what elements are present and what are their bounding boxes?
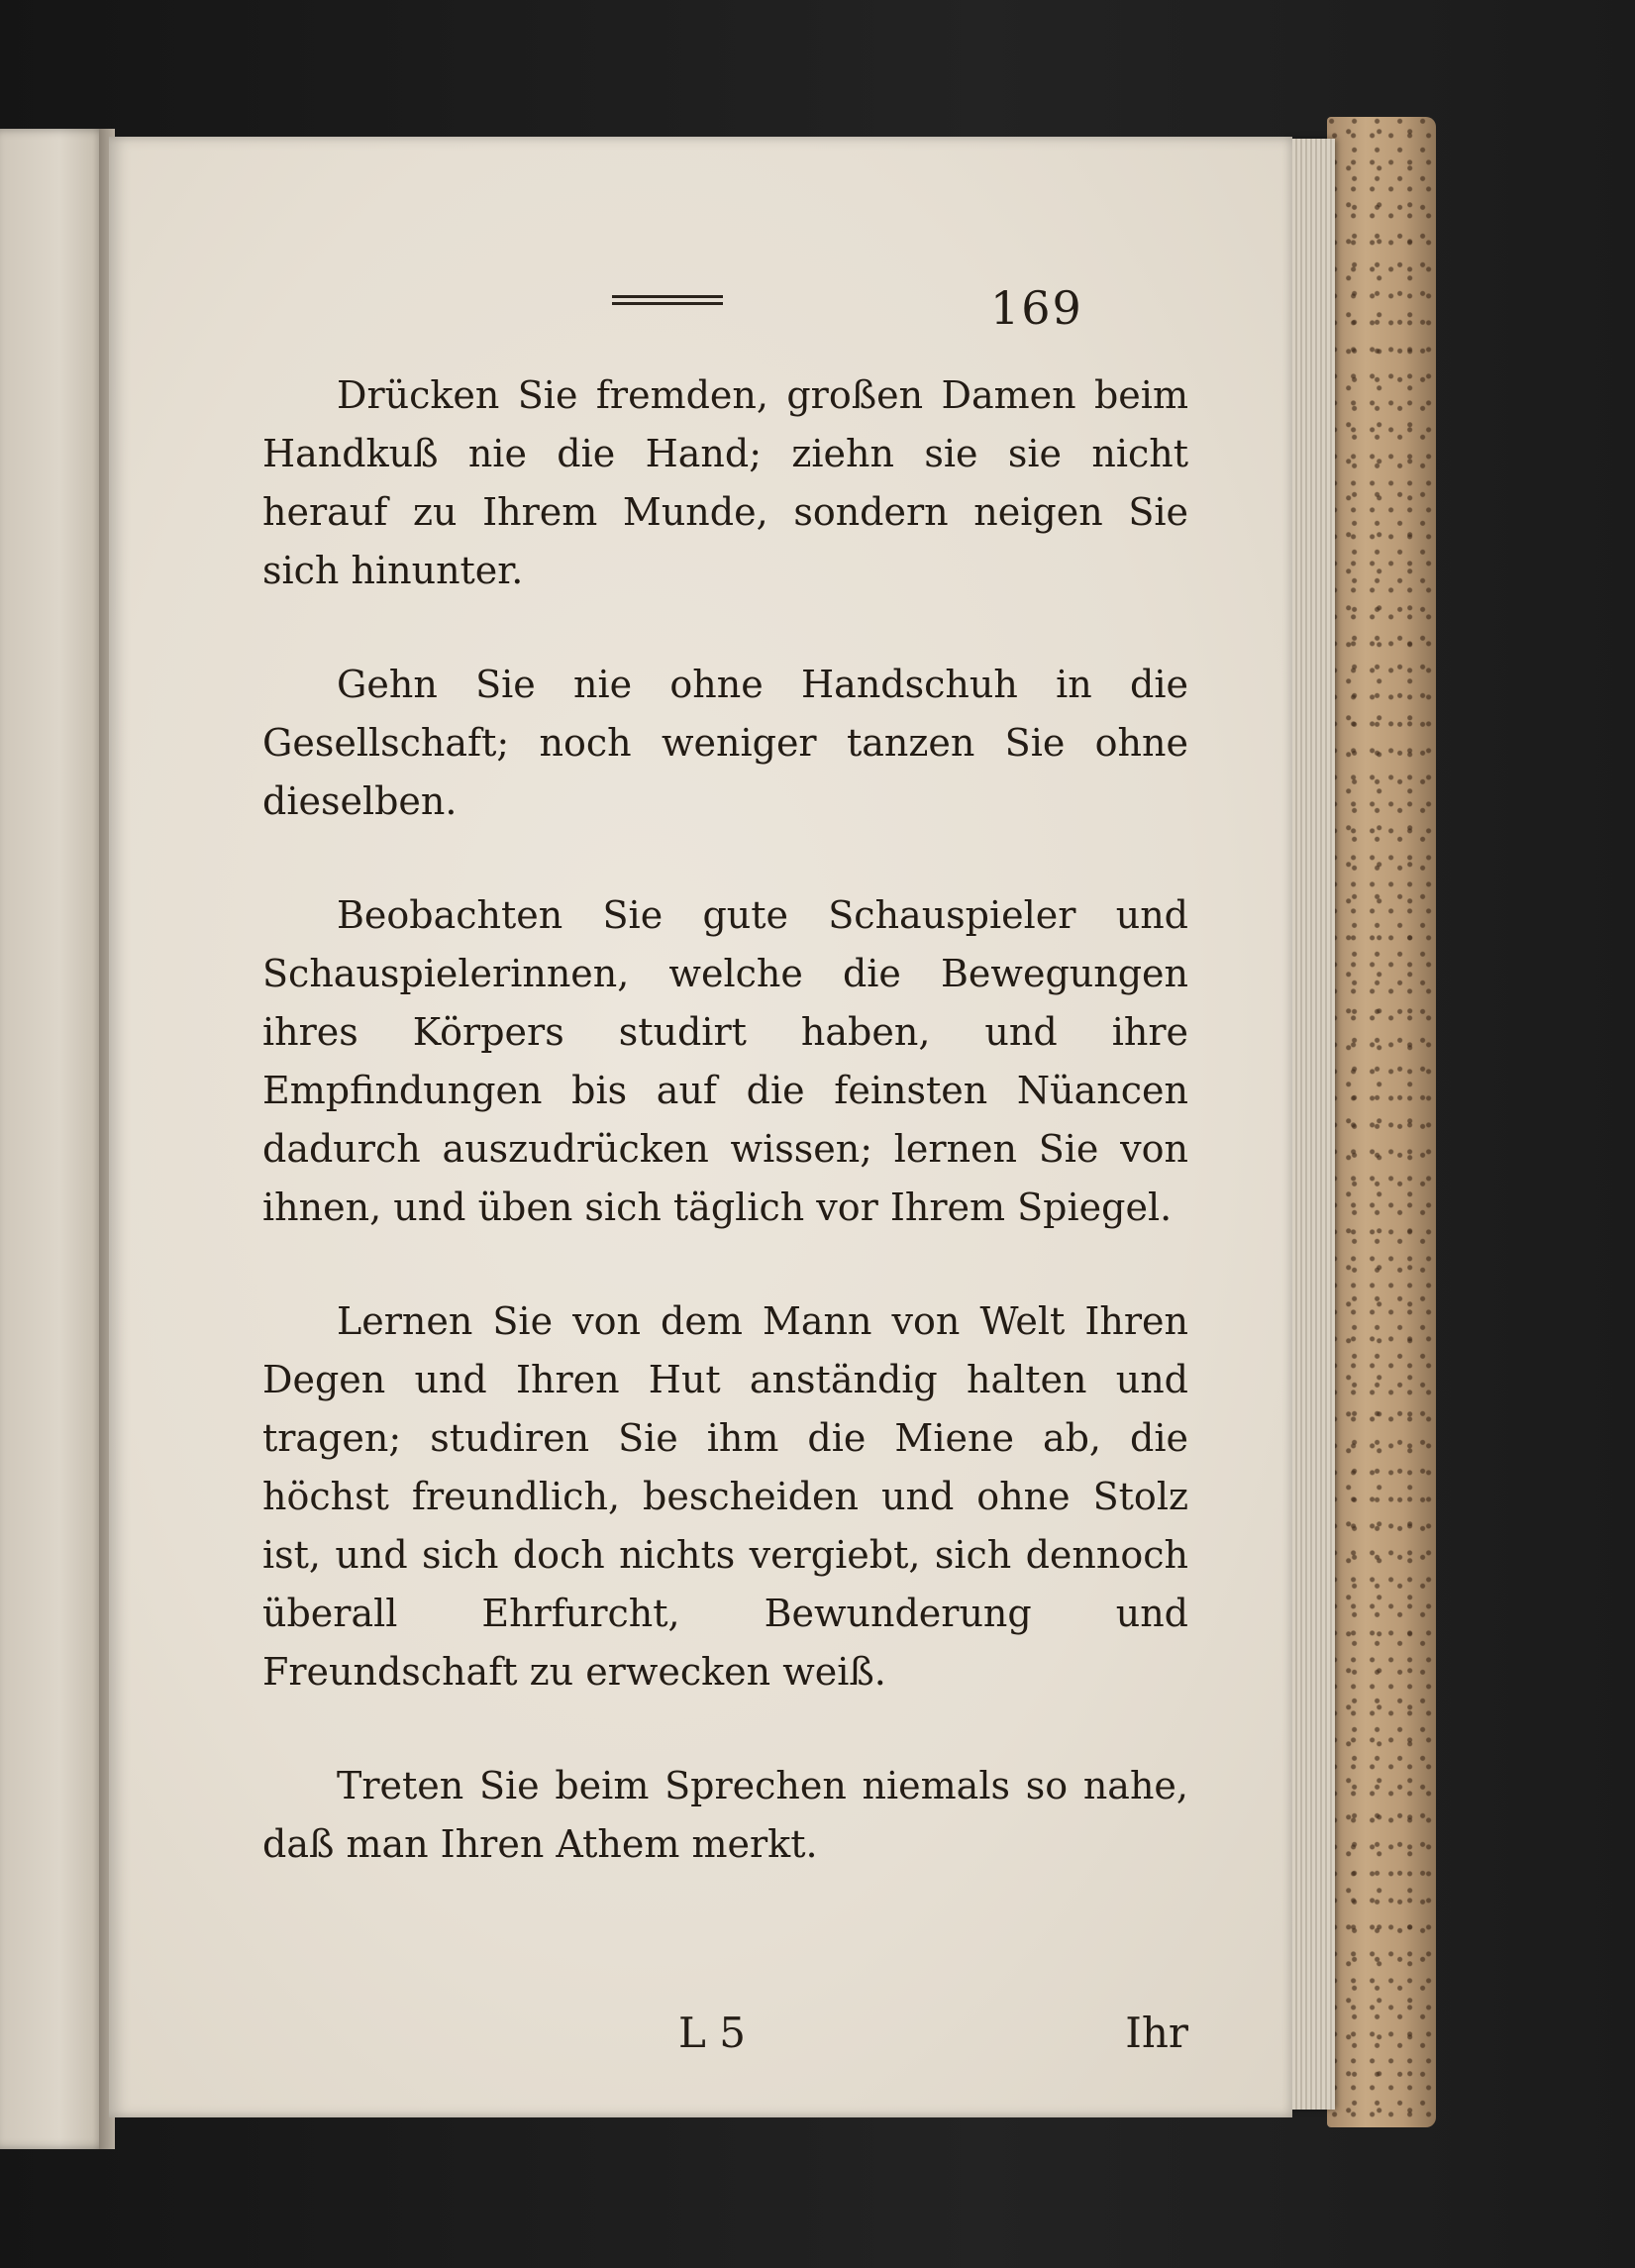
page-number: 169 — [990, 281, 1083, 335]
catchword: Ihr — [1125, 2009, 1188, 2057]
paragraph-3: Beobachten Sie gute Schauspieler und Schauspielerinnen, welche die Bewegungen ihres Körpers studirt haben, und ihre Empfindungen bis auf die feinsten Nüancen dadurch auszudrücken wissen; lernen Sie von ihnen, und üben sich täglich vor Ihrem Spiegel. — [262, 893, 1188, 1229]
paragraph-1: Drücken Sie fremden, großen Damen beim Handkuß nie die Hand; ziehn sie sie nicht herauf zu Ihrem Munde, sondern neigen Sie sich hinunter. — [262, 373, 1188, 592]
signature-mark: L 5 — [678, 2009, 746, 2057]
book-page — [109, 137, 1292, 2117]
header-double-rule — [612, 295, 723, 305]
previous-page-edge — [0, 129, 109, 2149]
paragraph-2: Gehn Sie nie ohne Handschuh in die Gesellschaft; noch weniger tanzen Sie ohne dieselben. — [262, 663, 1188, 823]
body-text — [262, 366, 1188, 1929]
page-block-edges — [1287, 139, 1335, 2110]
book-cover-board — [1327, 117, 1436, 2127]
paragraph-5: Treten Sie beim Sprechen niemals so nahe, daß man Ihren Athem merkt. — [262, 1764, 1188, 1866]
paragraph-4: Lernen Sie von dem Mann von Welt Ihren Degen und Ihren Hut anständig halten und tragen; studiren Sie ihm die Miene ab, die höchst freundlich, bescheiden und ohne Stolz ist, und sich doch nichts vergiebt, sich dennoch überall Ehrfurcht, Bewunderung und Freundschaft zu erwecken weiß. — [262, 1299, 1188, 1694]
